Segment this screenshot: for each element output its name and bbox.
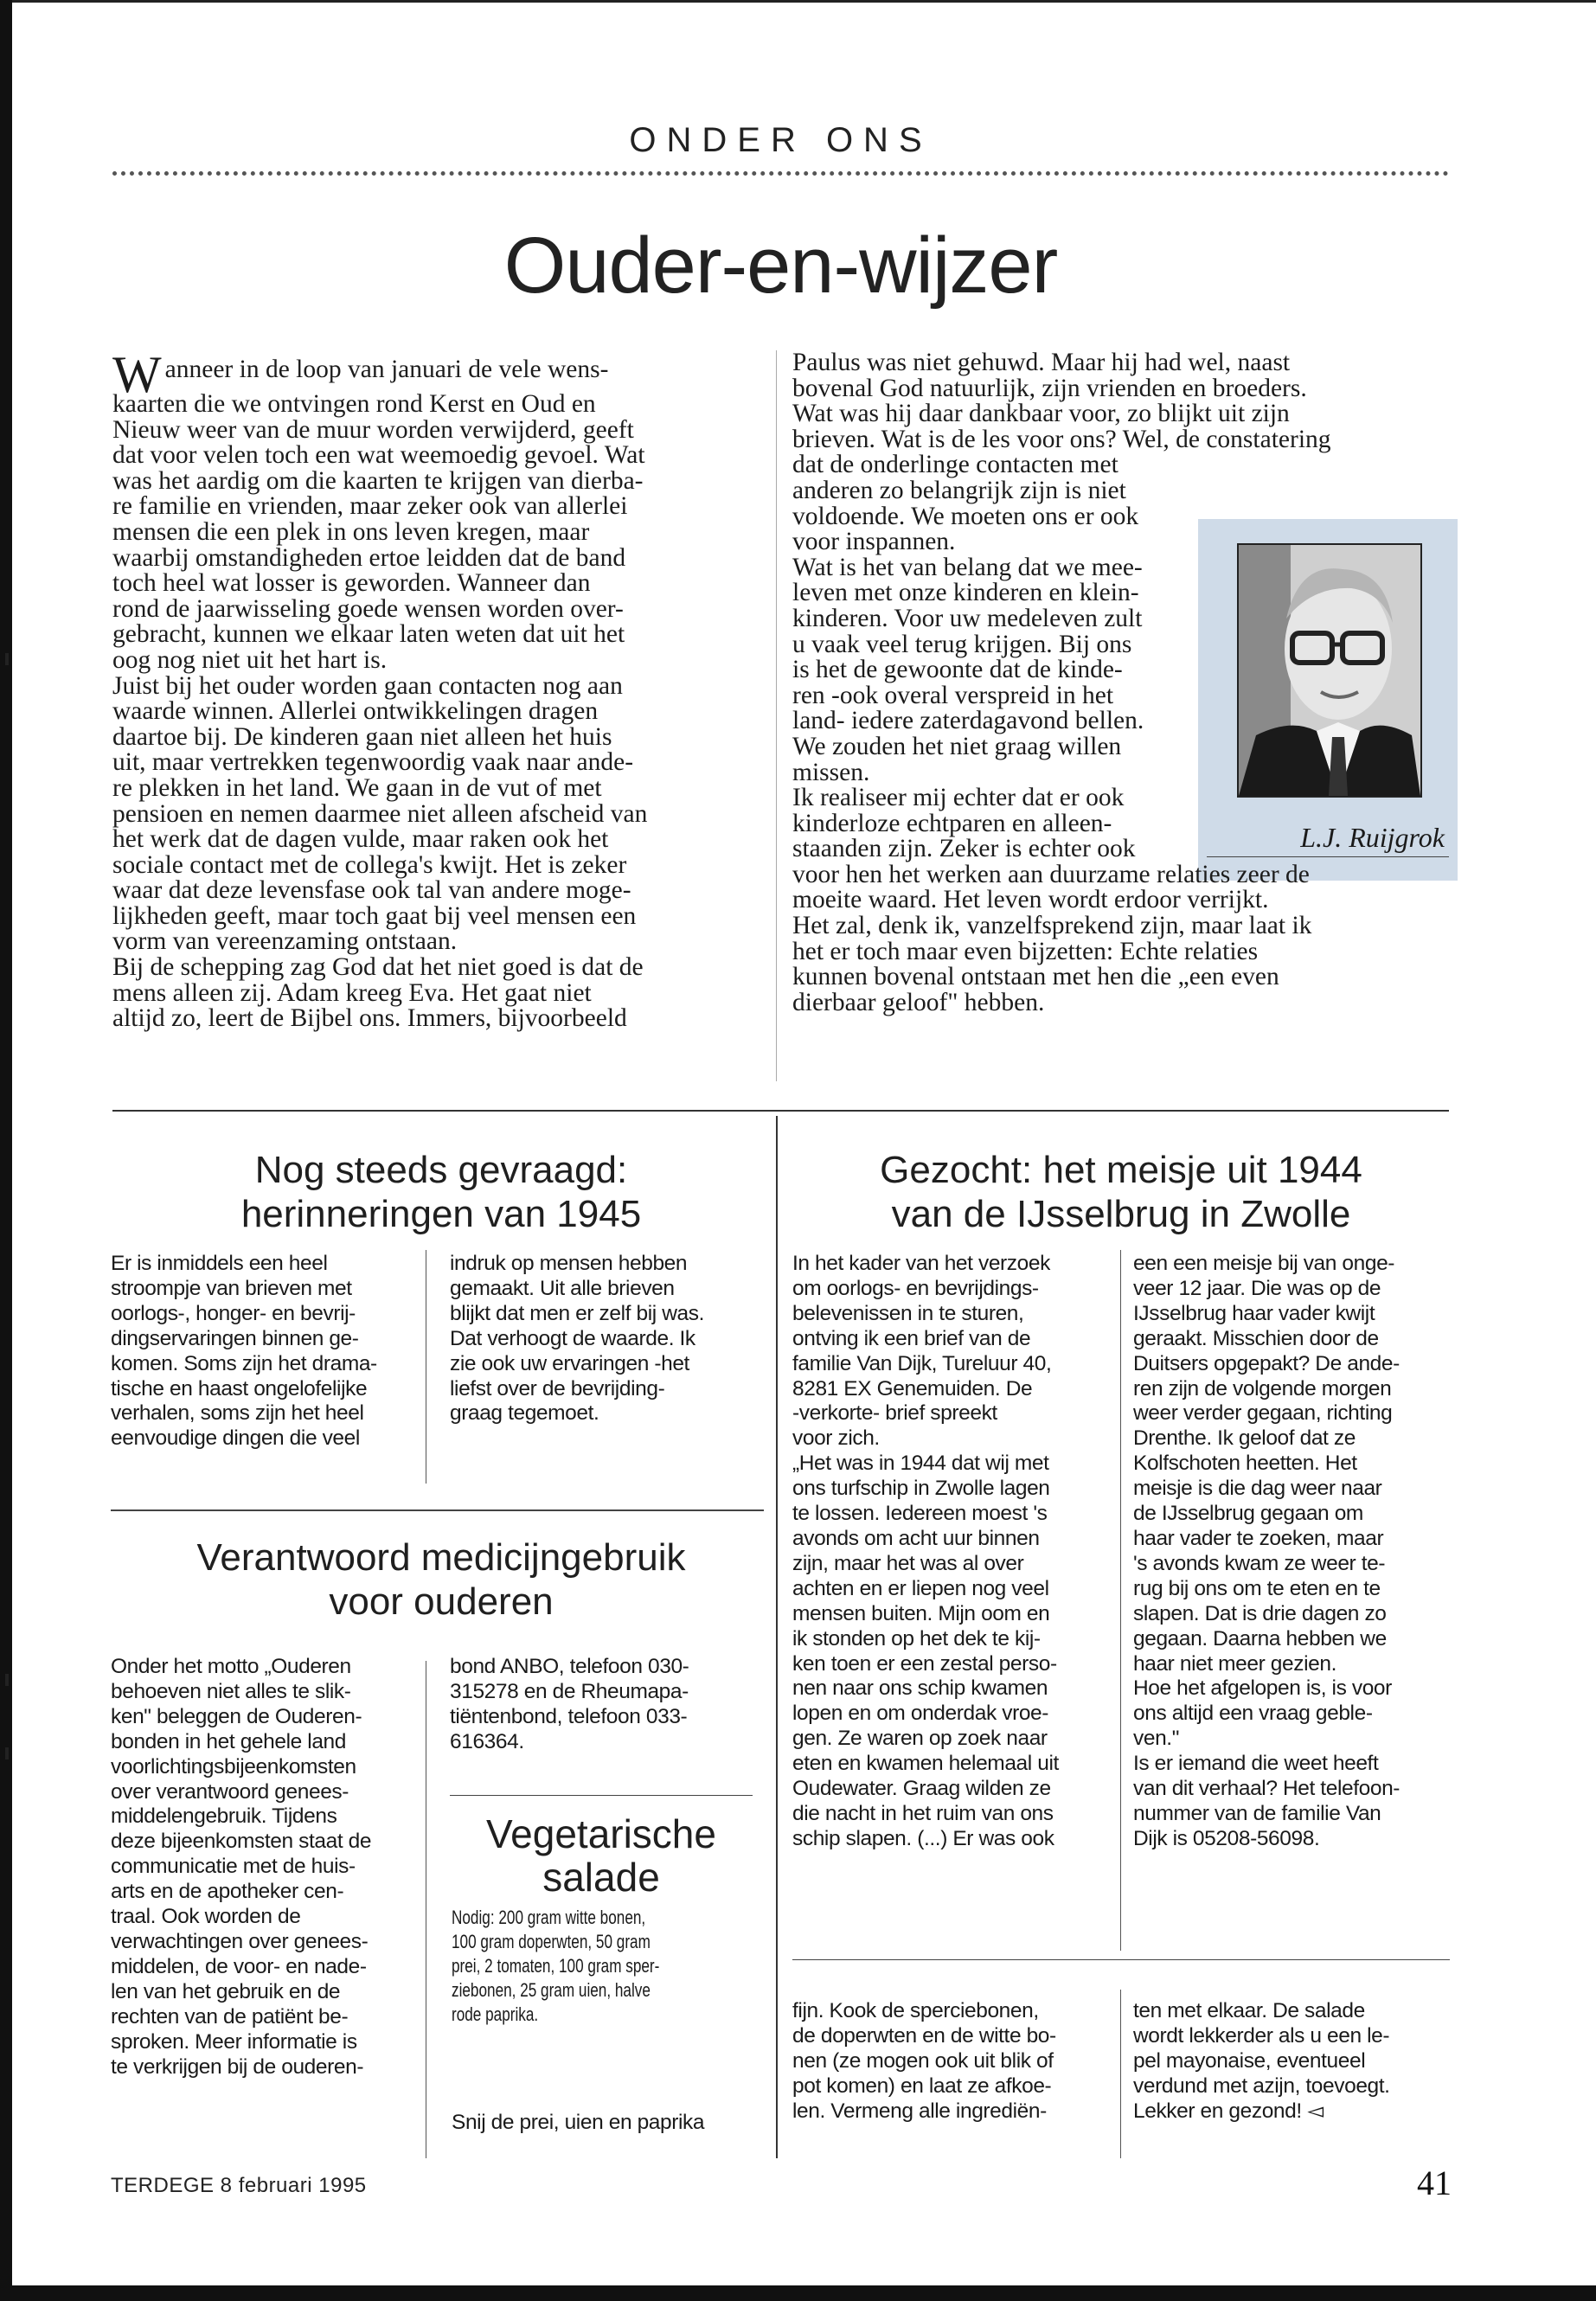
headline-line: Vegetarische: [486, 1811, 716, 1856]
text-line: arts en de apotheker cen-: [111, 1880, 344, 1904]
scan-border-left: [0, 0, 12, 2301]
text-line: In het kader van het verzoek: [792, 1252, 1050, 1275]
paragraph-line: Bij de schepping zag God dat het niet goed is dat de: [112, 953, 644, 982]
text-line: van dit verhaal? Het telefoon-: [1133, 1777, 1401, 1801]
text-line: graag tegemoet.: [450, 1401, 599, 1426]
text-line: -verkorte- brief spreekt: [792, 1401, 997, 1426]
text-line: te lossen. Iedereen moest 's: [792, 1502, 1048, 1526]
text-line: schip slapen. (...) Er was ook: [792, 1826, 1054, 1850]
paragraph-line: moeite waard. Het leven wordt erdoor verrijkt.: [792, 886, 1269, 914]
text-line: Dijk is 05208-56098.: [1133, 1826, 1320, 1850]
text-line: middelen, de voor- en nade-: [111, 1954, 367, 1978]
paragraph-line: staanden zijn. Zeker is echter ook: [792, 835, 1136, 863]
text-line: ziebonen, 25 gram uien, halve: [452, 1979, 651, 2001]
paragraph-line: re familie en vrienden, maar zeker ook van allerlei: [112, 492, 628, 521]
text-line: Onder het motto „Ouderen: [111, 1655, 351, 1678]
article-herinneringen-col2: [450, 1252, 766, 1426]
paragraph-line: altijd zo, leert de Bijbel ons. Immers, bijvoorbeeld: [112, 1004, 627, 1033]
text-line: Drenthe. Ik geloof dat ze: [1133, 1426, 1356, 1451]
text-line: Dat verhoogt de waarde. Ik: [450, 1326, 695, 1350]
text-line: deze bijeenkomsten staat de: [111, 1830, 372, 1854]
paragraph-line: dat de onderlinge contacten met: [792, 451, 1118, 479]
text-line: veer 12 jaar. Die was op de: [1133, 1276, 1381, 1300]
text-line: IJsselbrug haar vader kwijt: [1133, 1301, 1375, 1325]
section-divider: [112, 1110, 1449, 1112]
article-meisje-col1: [792, 1252, 1112, 1852]
text-line: avonds om acht uur binnen: [792, 1526, 1040, 1550]
article-divider: [111, 1509, 764, 1511]
text-line: Duitsers opgepakt? De ande-: [1133, 1351, 1400, 1375]
text-line: Lekker en gezond! ◅: [1133, 2099, 1324, 2123]
scan-border-top: [12, 0, 1596, 3]
headline-line: voor ouderen: [329, 1580, 554, 1623]
text-line: de IJsselbrug gegaan om: [1133, 1502, 1363, 1526]
text-line: behoeven niet alles te slik-: [111, 1679, 351, 1703]
text-line: pot komen) en laat ze afkoe-: [792, 2073, 1052, 2098]
text-line: stroompje van brieven met: [111, 1276, 352, 1300]
paragraph-line: sociale contact met de collega's kwijt. Het is zeker: [112, 850, 627, 879]
text-line: „Het was in 1944 dat wij met: [792, 1452, 1049, 1476]
text-line: 315278 en de Rheumapa-: [450, 1679, 689, 1703]
paragraph-line: waar dat deze levensfase ook tal van andere moge-: [112, 876, 631, 905]
text-line: pel mayonaise, eventueel: [1133, 2048, 1366, 2073]
text-line: de doperwten en de witte bo-: [792, 2023, 1056, 2048]
text-line: 8281 EX Genemuiden. De: [792, 1376, 1033, 1400]
paragraph-line: het er toch maar even bijzetten: Echte relaties: [792, 937, 1259, 965]
headline-line: herinneringen van 1945: [240, 1193, 642, 1235]
paragraph-line: toch heel wat losser is geworden. Wanneer dan: [112, 569, 591, 598]
paragraph-line: dat voor velen toch een wat weemoedig gevoel. Wat: [112, 441, 645, 470]
text-line: Hoe het afgelopen is, is voor: [1133, 1676, 1392, 1701]
text-line: ven.": [1133, 1727, 1180, 1751]
paragraph-line: land- iedere zaterdagavond bellen.: [792, 707, 1144, 735]
text-line: middelengebruik. Tijdens: [111, 1804, 337, 1829]
paragraph-line: kinderloze echtparen en alleen-: [792, 809, 1112, 837]
headline-line: salade: [542, 1855, 660, 1900]
text-line: voorlichtingsbijeenkomsten: [111, 1754, 356, 1779]
text-line: komen. Soms zijn het drama-: [111, 1351, 377, 1375]
feature-column-right: [792, 350, 1450, 1016]
paragraph-line: oog nog niet uit het hart is.: [112, 645, 388, 674]
text-line: slapen. Dat is drie dagen zo: [1133, 1601, 1387, 1625]
paragraph-line: uit, maar vertrekken tegenwoordig vaak naar ande-: [112, 748, 634, 777]
text-line: verdund met azijn, toevoegt.: [1133, 2073, 1390, 2098]
paragraph-line: re plekken in het land. We gaan in de vut of met: [112, 773, 602, 802]
text-line: ik stonden op het dek te kij-: [792, 1626, 1041, 1650]
photo-caption: L.J. Ruijgrok: [1300, 822, 1445, 853]
text-line: over verantwoord genees-: [111, 1779, 349, 1804]
text-line: achten en er liepen nog veel: [792, 1576, 1049, 1600]
text-line: sproken. Meer informatie is: [111, 2029, 357, 2054]
paragraph-line: lijkheden geeft, maar toch gaat bij veel mensen een: [112, 901, 637, 930]
salade-col4: [1133, 1999, 1453, 2125]
text-line: liefst over de bevrijding-: [450, 1376, 665, 1400]
paragraph-line: Paulus was niet gehuwd. Maar hij had wel, naast: [792, 349, 1291, 376]
paragraph-line: ren -ook overal verspreid in het: [792, 681, 1114, 709]
column-divider: [1120, 1250, 1121, 1951]
text-line: gemaakt. Uit alle brieven: [450, 1276, 675, 1300]
text-line: eenvoudige dingen die veel: [111, 1426, 360, 1451]
column-divider: [1120, 1990, 1121, 2158]
text-line: len van het gebruik en de: [111, 1979, 341, 2003]
paragraph-line: dierbaar geloof" hebben.: [792, 988, 1045, 1016]
paragraph-line: kaarten die we ontvingen rond Kerst en Oud en: [112, 390, 596, 418]
headline-line: Verantwoord medicijngebruik: [196, 1536, 686, 1579]
text-line: Oudewater. Graag wilden ze: [792, 1777, 1051, 1801]
paragraph-line: anderen zo belangrijk zijn is niet: [792, 476, 1126, 504]
article-divider: [450, 1795, 753, 1796]
page-title: Ouder-en-wijzer: [503, 221, 1058, 310]
paragraph-line: Het zal, denk ik, vanzelfsprekend zijn, maar laat ik: [792, 912, 1312, 940]
paragraph-line: Juist bij het ouder worden gaan contacten nog aan: [112, 671, 623, 700]
text-line: te verkrijgen bij de ouderen-: [111, 2054, 364, 2079]
ingredients-block: [452, 1906, 769, 2027]
text-line: ontving ik een brief van de: [792, 1326, 1031, 1350]
text-line: ten met elkaar. De salade: [1133, 1999, 1365, 2022]
text-line: rug bij ons om te eten en te: [1133, 1576, 1381, 1600]
text-line: ken" beleggen de Ouderen-: [111, 1704, 362, 1728]
text-line: indruk op mensen hebben: [450, 1252, 688, 1275]
paragraph-line: kinderen. Voor uw medeleven zult: [792, 604, 1143, 632]
text-line: gen. Ze waren op zoek naar: [792, 1727, 1048, 1751]
paragraph-line: waarbij omstandigheden ertoe leidden dat de band: [112, 543, 626, 572]
text-line: voor zich.: [792, 1426, 880, 1451]
text-line: Is er iemand die weet heeft: [1133, 1752, 1379, 1776]
text-line: rode paprika.: [452, 2003, 539, 2025]
salade-ingredients: [452, 1906, 772, 2027]
text-line: nen naar ons schip kwamen: [792, 1676, 1048, 1701]
section-label: ONDER ONS: [629, 121, 933, 159]
paragraph-line: pensioen en nemen daarmee niet alleen afscheid van: [112, 799, 648, 828]
article-herinneringen-col1: [111, 1252, 422, 1452]
text-line: communicatie met de huis-: [111, 1855, 356, 1879]
headline-line: van de IJsselbrug in Zwolle: [891, 1193, 1351, 1235]
paragraph-line: brieven. Wat is de les voor ons? Wel, de constatering: [792, 425, 1331, 453]
text-line: lopen en om onderdak vroe-: [792, 1702, 1049, 1726]
salade-step: Snij de prei, uien en paprika: [452, 2111, 705, 2134]
text-line: dingservaringen binnen ge-: [111, 1326, 359, 1350]
page-number: 41: [1417, 2163, 1452, 2202]
text-line: len. Vermeng alle ingrediën-: [792, 2099, 1047, 2123]
paragraph-line: leven met onze kinderen en klein-: [792, 579, 1139, 607]
text-line: blijkt dat men er zelf bij was.: [450, 1301, 704, 1325]
text-line: tische en haast ongelofelijke: [111, 1376, 368, 1400]
paragraph-line: het werk dat de dagen vulde, maar raken ook het: [112, 825, 609, 854]
text-line: haar niet meer gezien.: [1133, 1651, 1336, 1676]
article-meisje-col2: [1133, 1252, 1453, 1852]
headline-line: Gezocht: het meisje uit 1944: [880, 1149, 1362, 1191]
scan-mark: [5, 653, 9, 665]
paragraph-line: We zouden het niet graag willen: [792, 732, 1122, 760]
text-line: bonden in het gehele land: [111, 1729, 347, 1753]
paragraph-line: rond de jaarwisseling goede wensen worden over-: [112, 594, 624, 623]
column-divider: [776, 1116, 778, 2158]
text-line: rechten van de patiënt be-: [111, 2004, 349, 2029]
paragraph-line: voor hen het werken aan duurzame relaties zeer de: [792, 860, 1310, 888]
paragraph-line: Ik realiseer mij echter dat er ook: [792, 784, 1125, 812]
text-line: prei, 2 tomaten, 100 gram sper-: [452, 1955, 660, 1977]
text-line: ons turfschip in Zwolle lagen: [792, 1477, 1050, 1501]
headline-line: Nog steeds gevraagd:: [254, 1149, 628, 1191]
headline-herinneringen: [112, 1148, 770, 1236]
paragraph-line: was het aardig om die kaarten te krijgen van dierba-: [112, 466, 644, 495]
paragraph-line: mens alleen zij. Adam kreeg Eva. Het gaat niet: [112, 978, 592, 1007]
paragraph-line: waarde winnen. Allerlei ontwikkelingen dragen: [112, 697, 599, 726]
text-line: tiëntenbond, telefoon 033-: [450, 1704, 688, 1728]
paragraph-line: voor inspannen.: [792, 528, 956, 556]
text-line: eten en kwamen helemaal uit: [792, 1752, 1059, 1776]
text-line: verhalen, soms zijn het heel: [111, 1401, 364, 1426]
text-line: 100 gram doperwten, 50 gram: [452, 1931, 651, 1952]
paragraph-line: vorm van vereenzaming ontstaan.: [112, 927, 458, 956]
text-line: zijn, maar het was al over: [792, 1551, 1024, 1575]
text-line: een een meisje bij van onge-: [1133, 1252, 1395, 1275]
paragraph-line: anneer in de loop van januari de vele wens-: [164, 356, 609, 383]
paragraph-line: is het de gewoonte dat de kinde-: [792, 656, 1123, 684]
paragraph-line: Wat is het van belang dat we mee-: [792, 553, 1143, 581]
text-line: mensen buiten. Mijn oom en: [792, 1601, 1050, 1625]
text-line: weer verder gegaan, richting: [1133, 1401, 1393, 1426]
text-line: zie ook uw ervaringen -het: [450, 1351, 689, 1375]
text-line: om oorlogs- en bevrijdings-: [792, 1276, 1039, 1300]
feature-column-left: [112, 346, 759, 1033]
text-line: 616364.: [450, 1729, 524, 1753]
text-line: traal. Ook worden de: [111, 1905, 301, 1929]
paragraph-line: bovenal God natuurlijk, zijn vrienden en broeders.: [792, 374, 1307, 402]
text-line: nummer van de familie Van: [1133, 1801, 1381, 1825]
headline-medicijngebruik: [112, 1535, 770, 1624]
text-line: gegaan. Daarna hebben we: [1133, 1626, 1387, 1650]
paragraph-line: Nieuw weer van de muur worden verwijderd, geeft: [112, 415, 634, 444]
text-line: geraakt. Misschien door de: [1133, 1326, 1379, 1350]
salade-col3: [792, 1999, 1112, 2125]
text-line: wordt lekkerder als u een le-: [1133, 2023, 1390, 2048]
text-line: oorlogs-, honger- en bevrij-: [111, 1301, 356, 1325]
paragraph-line: voldoende. We moeten ons er ook: [792, 502, 1139, 530]
article-medicijngebruik-col1: [111, 1655, 422, 2080]
text-line: 's avonds kwam ze weer te-: [1133, 1551, 1386, 1575]
column-divider: [776, 350, 777, 1081]
scan-border-bottom: [0, 2285, 1596, 2301]
headline-meisje: [792, 1148, 1450, 1236]
text-line: haar vader te zoeken, maar: [1133, 1526, 1384, 1550]
text-line: meisje is die dag weer naar: [1133, 1477, 1382, 1501]
text-line: nen (ze mogen ook uit blik of: [792, 2048, 1054, 2073]
publication-footer: TERDEGE 8 februari 1995: [111, 2174, 367, 2197]
scan-mark: [5, 1747, 9, 1759]
text-line: ren zijn de volgende morgen: [1133, 1376, 1392, 1400]
paragraph-line: daartoe bij. De kinderen gaan niet alleen het huis: [112, 722, 612, 751]
article-divider: [792, 1959, 1450, 1960]
paragraph-line: kunnen bovenal ontstaan met hen die „een even: [792, 963, 1279, 991]
text-line: fijn. Kook de sperciebonen,: [792, 1999, 1039, 2022]
article-medicijngebruik-col2: [450, 1655, 766, 1755]
paragraph-line: Wat was hij daar dankbaar voor, zo blijkt uit zijn: [792, 400, 1290, 428]
paragraph-line: u vaak veel terug krijgen. Bij ons: [792, 630, 1132, 658]
headline-salade: [437, 1812, 766, 1899]
scan-mark: [5, 1674, 9, 1686]
header-divider: [112, 171, 1449, 176]
text-line: ken toen er een zestal perso-: [792, 1651, 1057, 1676]
drop-cap: W: [112, 346, 162, 403]
text-line: Kolfschoten heetten. Het: [1133, 1452, 1357, 1476]
text-line: die nacht in het ruim van ons: [792, 1801, 1054, 1825]
text-line: familie Van Dijk, Tureluur 40,: [792, 1351, 1052, 1375]
paragraph-line: gebracht, kunnen we elkaar laten weten dat uit het: [112, 620, 625, 649]
text-line: Nodig: 200 gram witte bonen,: [452, 1907, 646, 1928]
text-line: ons altijd een vraag geble-: [1133, 1702, 1373, 1726]
text-line: verwachtingen over genees-: [111, 1929, 369, 1953]
text-line: Er is inmiddels een heel: [111, 1252, 328, 1275]
text-line: belevenissen in te sturen,: [792, 1301, 1024, 1325]
paragraph-line: missen.: [792, 758, 870, 786]
text-line: bond ANBO, telefoon 030-: [450, 1655, 689, 1678]
paragraph-line: mensen die een plek in ons leven kregen, maar: [112, 517, 590, 546]
